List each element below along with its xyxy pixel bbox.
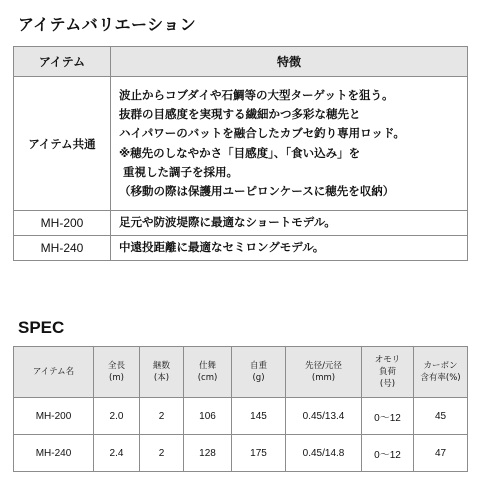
- feature-line: （移動の際は保護用ユーピロンケースに穂先を収納）: [119, 183, 395, 198]
- variations-header-row: [14, 47, 468, 77]
- spec-header-name: アイテム名: [14, 347, 94, 398]
- spec-header-weight: 自重 (g): [232, 347, 286, 398]
- item-common: アイテム共通: [14, 77, 111, 211]
- spec-length: 2.4: [94, 435, 140, 472]
- item-model: MH-200: [14, 211, 111, 236]
- spec-weight: 175: [232, 435, 286, 472]
- feature-line: 波止からコブダイや石鯛等の大型ターゲットを狙う。: [119, 87, 394, 102]
- spec-heading: SPEC: [18, 318, 65, 337]
- spec-pieces: 2: [140, 435, 184, 472]
- spec-weight: 145: [232, 398, 286, 435]
- spec-header-pieces: 継数 (本): [140, 347, 184, 398]
- spec-header-length: 全長 (m): [94, 347, 140, 398]
- variation-row: [14, 236, 468, 261]
- header-feature: 特徴: [111, 47, 468, 77]
- spec-closed: 106: [184, 398, 232, 435]
- spec-pieces: 2: [140, 398, 184, 435]
- feature-common: [111, 77, 468, 211]
- spec-carbon: 47: [414, 435, 468, 472]
- spec-diameter: 0.45/13.4: [286, 398, 362, 435]
- spec-closed: 128: [184, 435, 232, 472]
- spec-row: [14, 398, 468, 435]
- spec-name: MH-240: [14, 435, 94, 472]
- spec-header-sinker: オモリ 負荷 (号): [362, 347, 414, 398]
- spec-header-row: [14, 347, 468, 398]
- spec-row: [14, 435, 468, 472]
- item-model: MH-240: [14, 236, 111, 261]
- feature-line: 重視した調子を採用。: [123, 164, 238, 179]
- feature-model: 中遠投距離に最適なセミロングモデル。: [111, 236, 468, 261]
- spec-table: [13, 346, 468, 472]
- variations-table: [13, 46, 468, 261]
- spec-header-closed: 仕舞 (cm): [184, 347, 232, 398]
- spec-carbon: 45: [414, 398, 468, 435]
- spec-length: 2.0: [94, 398, 140, 435]
- feature-line: 抜群の目感度を実現する繊細かつ多彩な穂先と: [119, 107, 361, 122]
- variation-row: [14, 211, 468, 236]
- header-item: アイテム: [14, 47, 111, 77]
- variation-row-common: [14, 77, 468, 211]
- spec-header-diameter: 先径/元径 (mm): [286, 347, 362, 398]
- feature-line: ※穂先のしなやかさ「目感度」、「食い込み」を: [119, 145, 361, 160]
- spec-header-carbon: カーボン 含有率(%): [414, 347, 468, 398]
- spec-sinker: 0〜12: [362, 435, 414, 472]
- spec-diameter: 0.45/14.8: [286, 435, 362, 472]
- feature-model: 足元や防波堤際に最適なショートモデル。: [111, 211, 468, 236]
- variations-heading: アイテムバリエーション: [18, 15, 197, 34]
- spec-name: MH-200: [14, 398, 94, 435]
- feature-line: ハイパワーのバットを融合したカブセ釣り専用ロッド。: [119, 126, 405, 141]
- spec-sinker: 0〜12: [362, 398, 414, 435]
